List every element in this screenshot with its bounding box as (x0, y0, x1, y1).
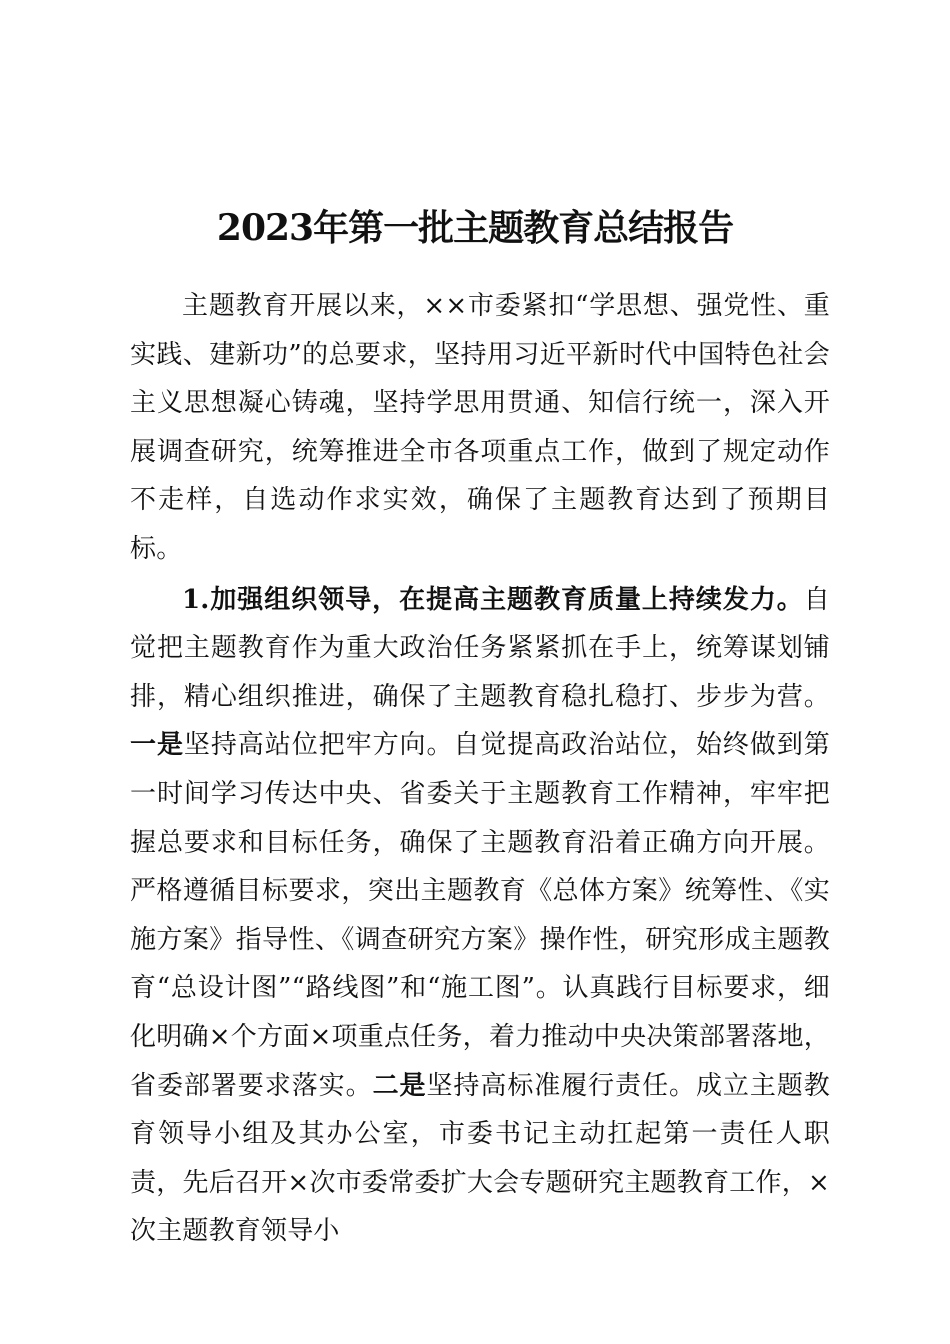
point-1-text: 坚持高站位把牢方向。自觉提高政治站位，始终做到第一时间学习传达中央、省委关于主题教育工作精神，牢牢把握总要求和目标任务，确保了主题教育沿着正确方向开展。严格遵循目标要求，突出主题教育《总体方案》统筹性、《实施方案》指导性、《调查研究方案》操作性，研究形成主题教育“总设计图”“路线图”和“施工图”。认真践行目标要求，细化明确×个方面×项重点任务，着力推动中央决策部署落地，省委部署要求落实。 (130, 730, 830, 1101)
section-1-heading: 1.加强组织领导，在提高主题教育质量上持续发力。 (182, 584, 804, 615)
point-2-text: 坚持高标准履行责任。成立主题教育领导小组及其办公室，市委书记主动扛起第一责任人职责，先后召开×次市委常委扩大会专题研究主题教育工作，×次主题教育领导小 (130, 1070, 830, 1247)
intro-paragraph: 主题教育开展以来，××市委紧扣“学思想、强党性、重实践、建新功”的总要求，坚持用习近平新时代中国特色社会主义思想凝心铸魂，坚持学思用贯通、知信行统一，深入开展调查研究，统筹推进全市各项重点工作，做到了规定动作不走样，自选动作求实效，确保了主题教育达到了预期目标。 (130, 291, 830, 564)
document-title: 2023年第一批主题教育总结报告 (216, 207, 734, 249)
document-body (130, 282, 830, 1256)
point-1-label: 一是 (130, 730, 184, 761)
section-1-lead: 自觉把主题教育作为重大政治任务紧紧抓在手上，统筹谋划铺排，精心组织推进，确保了主题教育稳扎稳打、步步为营。 (130, 584, 830, 712)
point-2-label: 二是 (372, 1070, 427, 1101)
section-1-paragraph (130, 576, 830, 1256)
